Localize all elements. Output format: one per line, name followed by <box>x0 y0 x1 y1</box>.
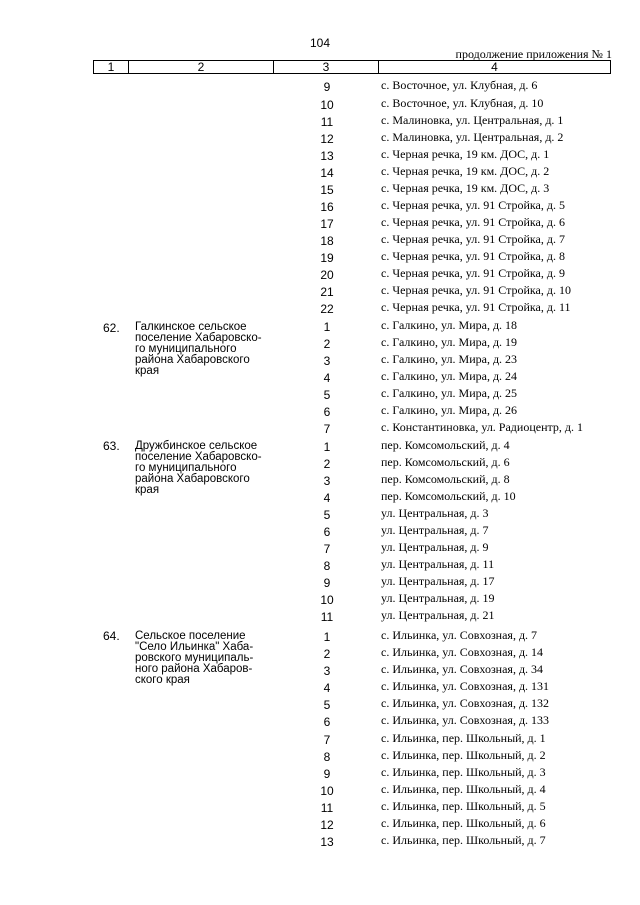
row-number: 5 <box>323 698 331 712</box>
row-number: 15 <box>320 183 334 197</box>
row-number: 9 <box>323 80 331 94</box>
address: ул. Центральная, д. 9 <box>381 540 489 554</box>
row-number: 4 <box>323 371 331 385</box>
row-number: 4 <box>323 491 331 505</box>
row-number: 7 <box>323 733 331 747</box>
group-number: 64. <box>103 629 120 643</box>
settlement-line: ного района Хабаров- <box>135 663 253 675</box>
row-number: 16 <box>320 200 334 214</box>
row-number: 2 <box>323 457 331 471</box>
row-number: 18 <box>320 234 334 248</box>
address: с. Ильинка, ул. Совхозная, д. 131 <box>381 679 550 693</box>
settlement-line: края <box>135 484 160 496</box>
row-number: 2 <box>323 337 331 351</box>
row-number: 5 <box>323 388 331 402</box>
address: с. Черная речка, 19 км. ДОС, д. 2 <box>381 164 550 178</box>
row-number: 3 <box>323 354 331 368</box>
address: с. Ильинка, ул. Совхозная, д. 132 <box>381 696 550 710</box>
address: ул. Центральная, д. 7 <box>381 523 489 537</box>
address: с. Ильинка, пер. Школьный, д. 5 <box>381 799 546 813</box>
settlement-name <box>135 322 270 377</box>
settlement-line: го муниципального <box>135 462 237 474</box>
address: пер. Комсомольский, д. 8 <box>381 472 510 486</box>
settlement-line: Галкинское сельское <box>135 321 247 333</box>
address: ул. Центральная, д. 21 <box>381 608 495 622</box>
address: ул. Центральная, д. 19 <box>381 591 495 605</box>
header-col-4: 4 <box>491 60 498 74</box>
address: с. Галкино, ул. Мира, д. 26 <box>381 403 518 417</box>
row-number: 8 <box>323 750 331 764</box>
address: ул. Центральная, д. 3 <box>381 506 489 520</box>
row-number: 10 <box>320 98 334 112</box>
page-number: 104 <box>309 36 331 50</box>
row-number: 12 <box>320 132 334 146</box>
address: с. Ильинка, ул. Совхозная, д. 14 <box>381 645 544 659</box>
row-number: 9 <box>323 767 331 781</box>
address: с. Ильинка, ул. Совхозная, д. 7 <box>381 628 538 642</box>
row-number: 4 <box>323 681 331 695</box>
row-number: 7 <box>323 542 331 556</box>
row-number: 22 <box>320 302 334 316</box>
address: с. Черная речка, ул. 91 Стройка, д. 9 <box>381 266 565 280</box>
header-col-3: 3 <box>274 61 379 73</box>
row-number: 5 <box>323 508 331 522</box>
address: пер. Комсомольский, д. 4 <box>381 438 510 452</box>
row-number: 6 <box>323 405 331 419</box>
address: с. Черная речка, 19 км. ДОС, д. 1 <box>381 147 550 161</box>
row-number: 13 <box>320 835 334 849</box>
row-number: 8 <box>323 559 331 573</box>
row-number: 6 <box>323 525 331 539</box>
row-number: 1 <box>323 630 331 644</box>
address: с. Малиновка, ул. Центральная, д. 1 <box>381 113 564 127</box>
address: с. Галкино, ул. Мира, д. 23 <box>381 352 518 366</box>
address: с. Галкино, ул. Мира, д. 24 <box>381 369 518 383</box>
address: с. Малиновка, ул. Центральная, д. 2 <box>381 130 564 144</box>
row-number: 11 <box>320 115 334 129</box>
address: с. Ильинка, ул. Совхозная, д. 34 <box>381 662 544 676</box>
address: с. Черная речка, ул. 91 Стройка, д. 6 <box>381 215 565 229</box>
row-number: 20 <box>320 268 334 282</box>
address: с. Константиновка, ул. Радиоцентр, д. 1 <box>381 420 584 434</box>
settlement-line: ровского муниципаль- <box>135 652 254 664</box>
address: с. Восточное, ул. Клубная, д. 10 <box>381 96 544 110</box>
address: с. Ильинка, пер. Школьный, д. 3 <box>381 765 546 779</box>
row-number: 10 <box>320 593 334 607</box>
row-number: 3 <box>323 664 331 678</box>
settlement-line: Сельское поселение <box>135 630 246 642</box>
row-number: 7 <box>323 422 331 436</box>
settlement-line: поселение Хабаровско- <box>135 451 262 463</box>
address: с. Черная речка, ул. 91 Стройка, д. 5 <box>381 198 565 212</box>
continuation-note: продолжение приложения № 1 <box>455 47 612 61</box>
address: с. Ильинка, пер. Школьный, д. 4 <box>381 782 546 796</box>
settlement-line: го муниципального <box>135 343 237 355</box>
row-number: 12 <box>320 818 334 832</box>
row-number: 11 <box>320 801 334 815</box>
table-header <box>93 60 611 74</box>
address: с. Черная речка, ул. 91 Стройка, д. 10 <box>381 283 571 297</box>
settlement-name <box>135 631 270 686</box>
address: ул. Центральная, д. 11 <box>381 557 495 571</box>
row-number: 1 <box>323 440 331 454</box>
address: с. Черная речка, 19 км. ДОС, д. 3 <box>381 181 550 195</box>
settlement-line: района Хабаровского <box>135 354 250 366</box>
row-number: 14 <box>320 166 334 180</box>
address: с. Ильинка, пер. Школьный, д. 2 <box>381 748 546 762</box>
address: ул. Центральная, д. 17 <box>381 574 495 588</box>
address: с. Галкино, ул. Мира, д. 18 <box>381 318 518 332</box>
settlement-line: "Село Ильинка" Хаба- <box>135 641 254 653</box>
address: с. Ильинка, пер. Школьный, д. 6 <box>381 816 546 830</box>
group-number: 62. <box>103 321 120 335</box>
address: с. Галкино, ул. Мира, д. 25 <box>381 386 518 400</box>
header-col-1: 1 <box>94 61 129 73</box>
address: с. Черная речка, ул. 91 Стройка, д. 8 <box>381 249 565 263</box>
row-number: 21 <box>320 285 334 299</box>
address: с. Ильинка, пер. Школьный, д. 7 <box>381 833 546 847</box>
settlement-line: поселение Хабаровско- <box>135 332 262 344</box>
header-col-2: 2 <box>129 61 274 73</box>
row-number: 17 <box>320 217 334 231</box>
settlement-line: района Хабаровского <box>135 473 250 485</box>
address: с. Ильинка, пер. Школьный, д. 1 <box>381 731 546 745</box>
row-number: 3 <box>323 474 331 488</box>
row-number: 6 <box>323 715 331 729</box>
settlement-line: края <box>135 365 160 377</box>
row-number: 19 <box>320 251 334 265</box>
row-number: 11 <box>320 610 334 624</box>
settlement-line: Дружбинское сельское <box>135 440 258 452</box>
row-number: 10 <box>320 784 334 798</box>
address: с. Черная речка, ул. 91 Стройка, д. 7 <box>381 232 565 246</box>
row-number: 9 <box>323 576 331 590</box>
address: пер. Комсомольский, д. 6 <box>381 455 510 469</box>
row-number: 2 <box>323 647 331 661</box>
address: с. Ильинка, ул. Совхозная, д. 133 <box>381 713 550 727</box>
row-number: 1 <box>323 320 331 334</box>
settlement-name <box>135 441 270 496</box>
row-number: 13 <box>320 149 334 163</box>
address: с. Галкино, ул. Мира, д. 19 <box>381 335 518 349</box>
address: с. Восточное, ул. Клубная, д. 6 <box>381 78 538 92</box>
group-number: 63. <box>103 439 120 453</box>
address: с. Черная речка, ул. 91 Стройка, д. 11 <box>381 300 571 314</box>
settlement-line: ского края <box>135 674 190 686</box>
address: пер. Комсомольский, д. 10 <box>381 489 516 503</box>
